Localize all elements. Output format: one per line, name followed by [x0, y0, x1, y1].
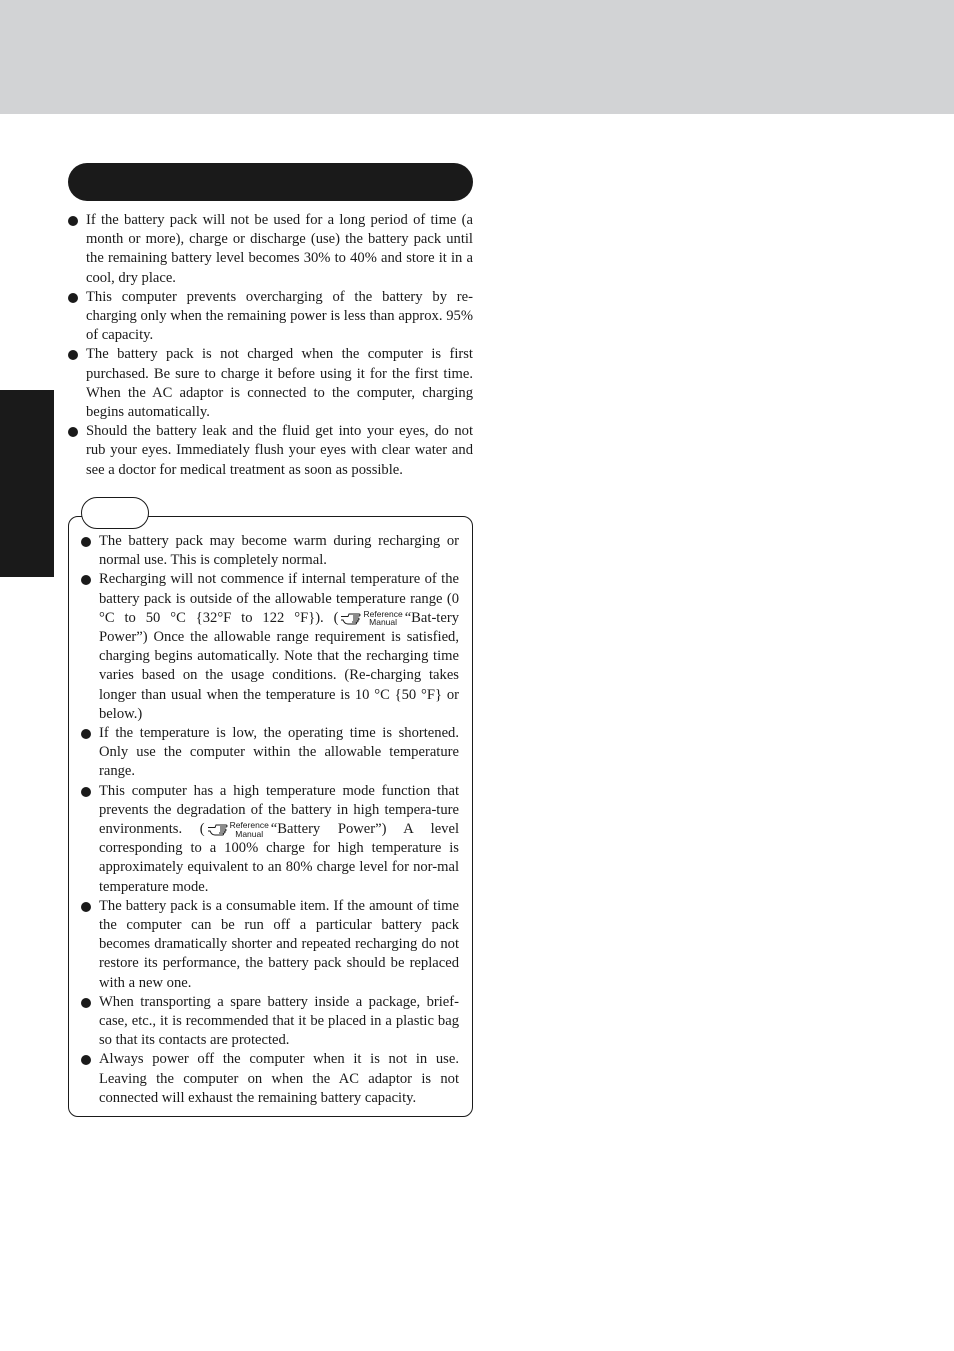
bullet-icon — [81, 787, 91, 797]
note-label-tab — [81, 497, 149, 529]
bullet-icon — [68, 216, 78, 226]
bullet-icon — [81, 902, 91, 912]
bullet-icon — [68, 427, 78, 437]
bullet-icon — [68, 350, 78, 360]
list-item: When transporting a spare battery inside a package, brief-case, etc., it is recommended that it be placed in a plastic bag so that its contacts are protected. — [81, 993, 459, 1051]
bullet-icon — [81, 575, 91, 585]
list-item: Should the battery leak and the fluid get into your eyes, do not rub your eyes. Immediately flush your eyes with clear water and see a doctor for medical treatment as soon as possible. — [68, 422, 473, 480]
list-item: This computer prevents overcharging of the battery by re-charging only when the remaining power is less than approx. 95% of capacity. — [68, 288, 473, 346]
list-item: This computer has a high temperature mode function that prevents the degradation of the battery in high tempera-ture environments. ( Reference Manual “Battery Power”) A level corresponding to a 100% charge for high temperature is approximately equivalent to an 80% charge level for nor-mal temperature mode. — [81, 782, 459, 897]
list-item: If the temperature is low, the operating time is shortened. Only use the computer within the allowable temperature range. — [81, 724, 459, 782]
list-item: The battery pack is not charged when the computer is first purchased. Be sure to charge it before using it for the first time. When the AC adaptor is connected to the computer, charging begins automatically. — [68, 345, 473, 422]
bullet-icon — [81, 729, 91, 739]
list-item: If the battery pack will not be used for a long period of time (a month or more), charge or discharge (use) the battery pack until the remaining battery level becomes 30% to 40% and store it in a cool, dry place. — [68, 211, 473, 288]
bullet-icon — [68, 293, 78, 303]
reference-manual-ref: Reference Manual — [207, 821, 269, 838]
pointing-hand-icon — [340, 612, 362, 625]
main-bullet-list — [68, 211, 473, 480]
pointing-hand-icon — [207, 823, 229, 836]
bullet-icon — [81, 998, 91, 1008]
list-item: The battery pack may become warm during recharging or normal use. This is completely normal. — [81, 532, 459, 570]
bullet-icon — [81, 537, 91, 547]
list-item: The battery pack is a consumable item. If the amount of time the computer can be run off a particular battery pack becomes dramatically shorter and repeated recharging do not restore its performance, the battery pack should be replaced with a new one. — [81, 897, 459, 993]
reference-manual-ref: Reference Manual — [340, 610, 402, 627]
note-bullet-list — [81, 532, 459, 1108]
list-item: Recharging will not commence if internal temperature of the battery pack is outside of the allowable temperature range (0 °C to 50 °C {32°F to 122 °F}). ( Reference Manual “Bat-tery Power”) Once the allowable range requirement is satisfied, charging begins automatically. Note that the recharging time varies based on the usage conditions. (Re-charging takes longer than usual when the temperature is 10 °C {50 °F} or below.) — [81, 570, 459, 724]
list-item: Always power off the computer when it is not in use. Leaving the computer on when the AC adaptor is not connected will exhaust the remaining battery capacity. — [81, 1050, 459, 1108]
bullet-icon — [81, 1055, 91, 1065]
header-band — [0, 0, 954, 114]
chapter-side-tab — [0, 390, 54, 577]
section-heading-bar — [68, 163, 473, 201]
